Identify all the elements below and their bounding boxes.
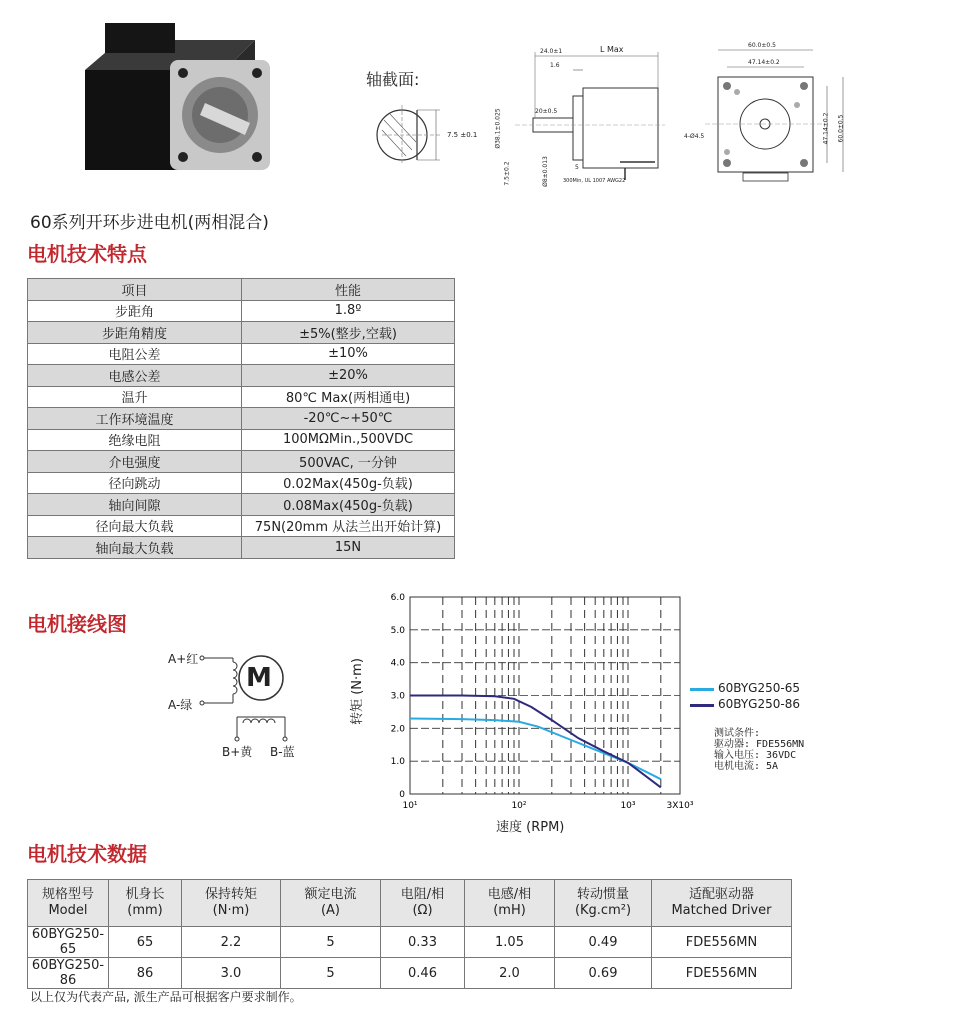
table-header-cell: 保持转矩 (N·m) (182, 880, 281, 927)
table-cell: 500VAC, 一分钟 (242, 451, 455, 473)
y-tick-label: 2.0 (390, 724, 405, 735)
y-tick-label: 1.0 (390, 757, 405, 768)
table-cell: -20℃~+50℃ (242, 408, 455, 430)
table-cell: FDE556MN (652, 927, 792, 958)
table-row (28, 343, 455, 365)
front-dim-top-2: 47.14±0.2 (748, 59, 780, 66)
table-row (28, 429, 455, 451)
table-row (28, 472, 455, 494)
table-cell: 1.05 (465, 927, 555, 958)
table-cell: 0.69 (555, 958, 652, 989)
front-dim-right-1: 47.14±0.2 (822, 112, 830, 145)
table-row (28, 408, 455, 430)
features-heading: 电机技术特点 (27, 242, 147, 266)
data-heading: 电机技术数据 (27, 842, 147, 866)
table-cell: 80℃ Max(两相通电) (242, 386, 455, 408)
x-tick-label: 10³ (620, 801, 636, 811)
table-header-row (28, 880, 792, 927)
table-cell: ±20% (242, 365, 455, 387)
y-tick-label: 0 (399, 790, 405, 800)
table-row (28, 927, 792, 958)
legend-label-86: 60BYG250-86 (718, 697, 800, 711)
table-cell: 0.46 (381, 958, 465, 989)
legend-line-86 (690, 704, 714, 707)
chart-xlabel: 速度 (RPM) (496, 820, 565, 835)
table-cell: 径向跳动 (28, 472, 242, 494)
table-row (28, 958, 792, 989)
table-row (28, 537, 455, 559)
table-header-cell: 转动惯量 (Kg.cm²) (555, 880, 652, 927)
side-dim-top-3: 1.6 (550, 62, 560, 69)
table-cell: 0.08Max(450g-负载) (242, 494, 455, 516)
side-dim-left-3: Ø8±0.013 (541, 156, 549, 187)
table-header-cell: 电阻/相 (Ω) (381, 880, 465, 927)
table-row (28, 515, 455, 537)
table-cell: 75N(20mm 从法兰出开始计算) (242, 515, 455, 537)
table-cell: 60BYG250-65 (28, 927, 109, 958)
wiring-heading: 电机接线图 (27, 612, 127, 636)
y-tick-label: 4.0 (390, 658, 405, 669)
table-cell: 轴向间隙 (28, 494, 242, 516)
features-table (27, 278, 455, 559)
table-cell: 86 (109, 958, 182, 989)
wire-a-plus: A+红 (168, 652, 199, 666)
chart-ylabel: 转矩 (N·m) (349, 658, 365, 725)
test-condition-1: 测试条件: (714, 728, 761, 739)
shaft-section-drawing (372, 100, 512, 170)
table-cell: 0.02Max(450g-负载) (242, 472, 455, 494)
table-cell: 绝缘电阻 (28, 429, 242, 451)
side-view-drawing (495, 40, 680, 190)
table-cell: ±10% (242, 343, 455, 365)
table-header-cell: 电感/相 (mH) (465, 880, 555, 927)
side-dim-mid-1: 20±0.5 (535, 108, 558, 115)
shaft-section-label: 轴截面: (366, 70, 420, 89)
test-condition-4: 电机电流: 5A (714, 761, 779, 772)
data-table (27, 879, 792, 989)
y-tick-label: 3.0 (390, 691, 405, 702)
footer-note: 以上仅为代表产品, 派生产品可根据客户要求制作。 (30, 990, 302, 1004)
motor-photo (75, 15, 275, 180)
table-cell: ±5%(整步,空载) (242, 322, 455, 344)
table-header-cell: 机身长 (mm) (109, 880, 182, 927)
y-tick-label: 5.0 (390, 625, 405, 636)
side-dim-left-1: Ø38.1±0.025 (494, 108, 502, 149)
table-cell: 60BYG250-86 (28, 958, 109, 989)
wire-a-minus: A-绿 (168, 698, 193, 712)
table-cell: 0.49 (555, 927, 652, 958)
side-dim-top-2: L Max (600, 45, 624, 54)
table-cell: 100MΩMin.,500VDC (242, 429, 455, 451)
side-dim-top-1: 24.0±1 (540, 48, 563, 55)
hole-label: 4-Ø4.5 (684, 133, 705, 140)
table-cell: 径向最大负载 (28, 515, 242, 537)
table-cell: 电阻公差 (28, 343, 242, 365)
x-tick-label: 10² (511, 801, 527, 811)
table-header-cell: 适配驱动器 Matched Driver (652, 880, 792, 927)
page-title: 60系列开环步进电机(两相混合) (30, 213, 269, 233)
legend-line-65 (690, 688, 714, 691)
motor-symbol: M (246, 663, 272, 693)
test-condition-3: 输入电压: 36VDC (714, 750, 797, 761)
x-tick-label: 3X10³ (666, 801, 694, 811)
side-dim-left-2: 7.5±0.2 (503, 161, 511, 186)
side-dim-bot-1: 5 (575, 164, 579, 171)
table-cell: 2.2 (182, 927, 281, 958)
table-cell: 步距角精度 (28, 322, 242, 344)
table-header-cell: 性能 (242, 279, 455, 301)
table-header-cell: 项目 (28, 279, 242, 301)
table-row (28, 365, 455, 387)
table-header-row (28, 279, 455, 301)
table-cell: 2.0 (465, 958, 555, 989)
table-row (28, 451, 455, 473)
test-condition-2: 驱动器: FDE556MN (714, 739, 805, 750)
y-tick-label: 6.0 (390, 593, 405, 603)
table-cell: 工作环境温度 (28, 408, 242, 430)
torque-chart (360, 585, 705, 835)
table-cell: 介电强度 (28, 451, 242, 473)
table-cell: 0.33 (381, 927, 465, 958)
wire-b-plus: B+黄 (222, 745, 253, 759)
wire-b-minus: B-蓝 (270, 745, 295, 759)
table-row (28, 300, 455, 322)
table-cell: 65 (109, 927, 182, 958)
shaft-dim: 7.5 ±0.1 (447, 131, 478, 139)
table-cell: 电感公差 (28, 365, 242, 387)
cable-label: 300Min, UL 1007 AWG22 (563, 178, 626, 184)
x-tick-label: 10¹ (402, 801, 418, 811)
table-cell: 步距角 (28, 300, 242, 322)
table-cell: 3.0 (182, 958, 281, 989)
table-cell: 温升 (28, 386, 242, 408)
table-cell: FDE556MN (652, 958, 792, 989)
table-cell: 1.8º (242, 300, 455, 322)
table-header-cell: 规格型号 Model (28, 880, 109, 927)
legend-label-65: 60BYG250-65 (718, 681, 800, 695)
table-row (28, 322, 455, 344)
table-cell: 15N (242, 537, 455, 559)
table-cell: 5 (281, 958, 381, 989)
y-tick-labels (391, 593, 406, 800)
table-cell: 轴向最大负载 (28, 537, 242, 559)
x-tick-labels (402, 801, 693, 811)
table-header-cell: 额定电流 (A) (281, 880, 381, 927)
table-row (28, 386, 455, 408)
table-cell: 5 (281, 927, 381, 958)
front-dim-top-1: 60.0±0.5 (748, 42, 776, 49)
table-row (28, 494, 455, 516)
front-view-drawing (705, 35, 855, 190)
front-dim-right-2: 60.0±0.5 (837, 114, 845, 143)
